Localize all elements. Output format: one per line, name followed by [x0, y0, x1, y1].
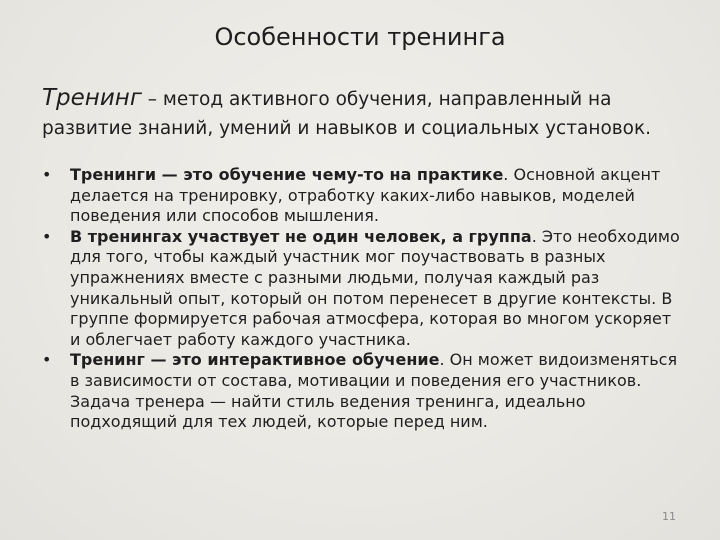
bullet-item: [42, 227, 682, 351]
definition-term: Тренинг: [42, 85, 142, 111]
definition-text: – метод активного обучения, направленный на развитие знаний, умений и навыков и социальных установок.: [42, 89, 652, 139]
page-number: 11: [662, 510, 676, 523]
slide-title: Особенности тренинга: [214, 23, 506, 51]
bullet-marker-icon: •: [42, 350, 52, 370]
bullet-list: [42, 165, 682, 433]
bullet-marker-icon: •: [42, 226, 52, 246]
bullet-marker-icon: •: [42, 165, 52, 184]
bullet-item: [42, 165, 682, 227]
bullet-lead: Тренинги — это обучение чему-то на практике: [70, 165, 504, 184]
bullet-text: . Основной акцент делается на тренировку, отработку каких-либо навыков, моделей поведения или способов мышления.: [70, 165, 661, 226]
definition-paragraph: [42, 84, 702, 143]
bullet-text: . Он может видоизменяться в зависимости от состава, мотивации и поведения его участников. Задача тренера — найти стиль ведения тренинга, идеально подходящий для тех людей, которые перед ним.: [70, 350, 678, 432]
bullet-text: . Это необходимо для того, чтобы каждый участник мог поучаствовать в разных упражнениях вместе с разными людьми, получая каждый раз уникальный опыт, который он потом перенесет в другие контексты. В группе формируется рабочая атмосфера, которая во многом ускоряет и облегчает работу каждого участника.: [70, 226, 680, 349]
bullet-lead: В тренингах участвует не один человек, а группа: [70, 226, 532, 246]
bullet-lead: Тренинг — это интерактивное обучение: [70, 350, 440, 370]
bullet-item: [42, 350, 682, 432]
